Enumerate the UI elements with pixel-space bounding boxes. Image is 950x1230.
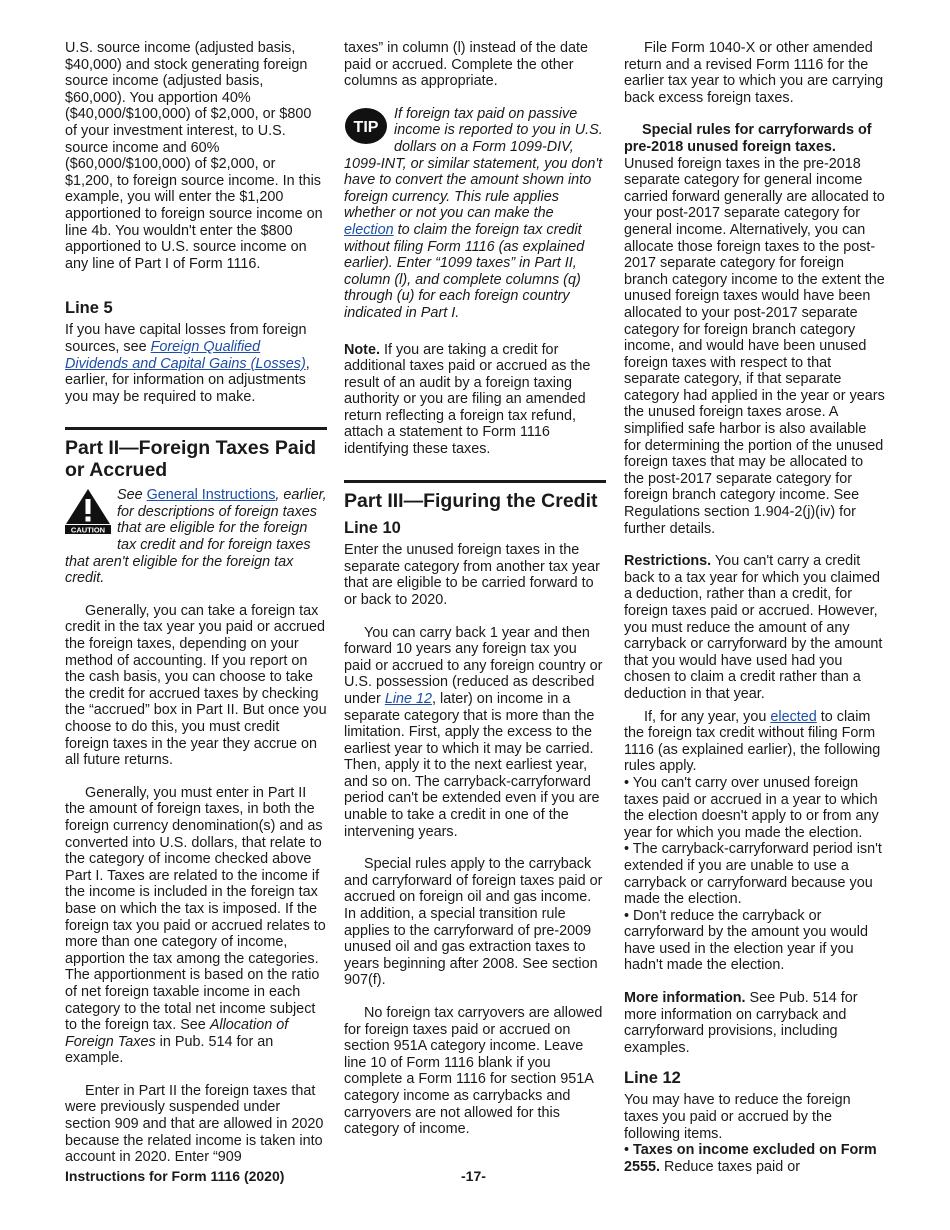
bullet-item: • You can't carry over unused foreign taxes paid or accrued in a year to which the election doesn't apply to or from any year for which you made the election. [624, 774, 879, 841]
part-3-title: Part III—Figuring the Credit [344, 489, 598, 512]
section-heading-line-5: Line 5 [65, 299, 113, 318]
restrictions-paragraph: Restrictions. You can't carry a credit back to a tax year for which you claimed a deduction, rather than a credit, for foreign taxes paid or accrued. However, you must reduce the amount of any carryback or carryforward by the amount that you would have used had you chosen to claim a credit rather than a deduction in that year. [624, 553, 883, 702]
caution-block [65, 487, 327, 587]
bullet-item: • Don't reduce the carryback or carryforward by the amount you would have used in the election year if you hadn't made the election. [624, 907, 868, 974]
note-paragraph: Note. If you are taking a credit for additional taxes paid or accrued as the result of an audit by a foreign taxing authority or you are filing an amended return reflecting a foreign tax refund, attach a statement to Form 1116 identifying these taxes. [344, 341, 591, 458]
tip-label: TIP [353, 118, 379, 136]
paragraph: You can carry back 1 year and then forward 10 years any foreign tax you paid or accrued to any foreign country or U.S. possession (reduced as described under Line 12, later) on income in a separate category that is more than the limitation. First, apply the excess to the earliest year to which it may be carried. Then, apply it to the next earliest year, and so on. The carryback-carryforward period can't be extended even if you are unable to take a credit in one of the intervening years. [344, 624, 603, 840]
tip-text: If foreign tax paid on passive income is reported to you in U.S. dollars on a Form 1099-DIV, 1099-INT, or similar statement, you don't have to convert the amount shown into foreign currency. This rule applies whether or not you can make the election to claim the foreign tax credit without filing Form 1116 (as explained earlier). Enter “1099 taxes” in Part II, column (l), and complete columns (q) through (u) for each foreign country indicated in Part I. [344, 105, 603, 321]
link-elected[interactable]: elected [770, 708, 817, 725]
paragraph: If, for any year, you elected to claim the foreign tax credit without filing Form 1116 (as explained earlier), the following rules apply. [624, 708, 881, 775]
paragraph: Generally, you can take a foreign tax credit in the tax year you paid or accrued the foreign taxes, depending on your method of accounting. If you report on the cash basis, you can choose to take the credit for accrued taxes by checking the “accrued” box in Part II. But once you choose to do this, you must credit foreign taxes in the year they accrue on all future returns. [65, 602, 327, 769]
paragraph: Enter in Part II the foreign taxes that were previously suspended under section 909 and that are allowed in 2020 because the related income is taken into account in 2020. Enter “909 [65, 1082, 324, 1166]
paragraph: Generally, you must enter in Part II the amount of foreign taxes, in both the foreign currency denomination(s) and as converted into U.S. dollars, that relate to the category of income checked above Part I. Taxes are related to the income if the income is included in the foreign tax base on which the tax is imposed. If the foreign tax you paid or accrued relates to more than one category of income, apportion the tax among the categories. The apportionment is based on the ratio of net foreign taxable income in each category to the total net income subject to the foreign tax. See Allocation of Foreign Taxes in Pub. 514 for an example. [65, 784, 326, 1067]
special-rules-paragraph: Special rules for carryforwards of pre-2018 unused foreign taxes. Unused foreign taxes in the pre-2018 separate category for general income carried forward generally are allocated to your post-2017 separate category for general income. Alternatively, you can allocate those foreign taxes to the post-2017 separate category for foreign branch category income to the extent the unused foreign taxes would have been allocated to your post-2017 separate category for foreign branch category income, and would have been unused foreign taxes with respect to that separate category, if that separate category had applied in the year or years the unused foreign taxes arose. A simplified safe harbor is also available for determining the portion of the unused foreign taxes that may be allocated to the post-2017 separate category for foreign branch category income. See Regulations section 1.904-2(j)(iv) for further details. [624, 122, 885, 537]
more-information-paragraph: More information. See Pub. 514 for more information on carryback and carryforward provisions, including examples. [624, 990, 858, 1056]
link-election[interactable]: election [344, 221, 394, 238]
footer-page-number: -17- [461, 1168, 486, 1184]
section-heading-line-10: Line 10 [344, 519, 401, 538]
paragraph: File Form 1040-X or other amended return and a revised Form 1116 for the earlier tax year to which you are carrying back excess foreign taxes. [624, 40, 884, 106]
link-foreign-qualified-dividends[interactable]: Foreign Qualified Dividends and Capital Gains (Losses) [65, 338, 306, 372]
paragraph: If you have capital losses from foreign sources, see Foreign Qualified Dividends and Capital Gains (Losses), earlier, for information on adjustments you may be required to make. [65, 322, 310, 405]
tip-icon [344, 107, 388, 150]
footer-doc-title: Instructions for Form 1116 (2020) [65, 1168, 285, 1184]
link-general-instructions[interactable]: General Instructions [146, 487, 276, 504]
paragraph: taxes” in column (l) instead of the date paid or accrued. Complete the other columns as appropriate. [344, 40, 588, 90]
paragraph: No foreign tax carryovers are allowed for foreign taxes paid or accrued on section 951A category income. Leave line 10 of Form 1116 blank if you complete a Form 1116 for section 951A category income as carrybacks and carryovers are not allowed for this category of income. [344, 1005, 603, 1138]
caution-icon [65, 488, 111, 539]
caution-label: CAUTION [70, 525, 106, 535]
tip-block [344, 106, 606, 322]
part-divider [65, 427, 327, 481]
column-1 [65, 40, 327, 1166]
part-divider [344, 480, 606, 513]
column-2 [344, 40, 606, 1138]
paragraph: U.S. source income (adjusted basis, $40,000) and stock generating foreign source income (adjusted basis, $60,000). You apportion 40% ($40,000/$100,000) of $2,000, or $800 of your investment interest, to U.S. source income and 60% ($60,000/$100,000) of $2,000, or $1,200, to foreign source income. In this example, you will enter the $1,200 apportioned to foreign source income on line 4b. You wouldn't enter the $800 apportioned to U.S. source income on any line of Part I of Form 1116. [65, 40, 323, 272]
caution-text: See General Instructions, earlier, for descriptions of foreign taxes that are eligible for the foreign tax credit and for foreign taxes that aren't eligible for the foreign tax credit. [65, 487, 327, 587]
paragraph: Enter the unused foreign taxes in the separate category from another tax year that are eligible to be carried forward to or back to 2020. [344, 542, 600, 608]
link-line-12[interactable]: Line 12 [384, 690, 433, 707]
section-heading-line-12: Line 12 [624, 1069, 681, 1088]
paragraph: You may have to reduce the foreign taxes you paid or accrued by the following items. [624, 1092, 851, 1142]
paragraph: Special rules apply to the carryback and carryforward of foreign taxes paid or accrued on foreign oil and gas income. In addition, a special transition rule applies to the carryforward of pre-2009 unused oil and gas extraction taxes to years beginning after 2008. See section 907(f). [344, 856, 603, 989]
column-3 [624, 40, 886, 1175]
bullet-item: • The carryback-carryforward period isn't extended if you are unable to use a carryback or carryforward because you made the election. [624, 841, 882, 908]
bullet-item: • Taxes on income excluded on Form 2555. Reduce taxes paid or [624, 1142, 877, 1175]
part-2-title: Part II—Foreign Taxes Paid or Accrued [65, 437, 317, 481]
